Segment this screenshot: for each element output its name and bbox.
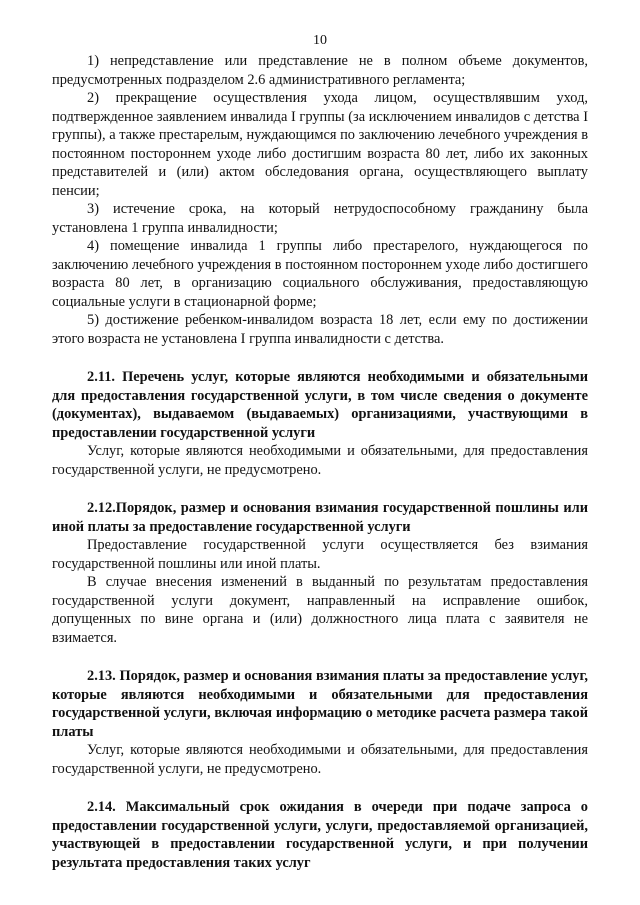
list-item: 1) непредставление или представление не в полном объеме документов, предусмотренных подразделом 2.6 административного регламента;: [52, 53, 588, 88]
section-heading-2-11: 2.11. Перечень услуг, которые являются необходимыми и обязательными для предоставления государственной услуги, в том числе сведения о документе (документах), выдаваемом (выдаваемых) организациями, участвующими в предоставлении государственной услуги: [52, 369, 588, 441]
section-paragraph: Предоставление государственной услуги осуществляется без взимания государственной пошлины или иной платы.: [52, 537, 588, 572]
section-paragraph: Услуг, которые являются необходимыми и обязательными, для предоставления государственной услуги, не предусмотрено.: [52, 443, 588, 478]
section-paragraph: В случае внесения изменений в выданный по результатам предоставления государственной услуги документ, направленный на исправление ошибок, допущенных по вине органа и (или) должностного лица плата с заявителя не взимается.: [52, 574, 588, 646]
section-heading-2-14: 2.14. Максимальный срок ожидания в очереди при подаче запроса о предоставлении государственной услуги, услуги, предоставляемой организацией, участвующей в предоставлении государственной услуги, и при получении результата предоставления таких услуг: [52, 799, 588, 871]
list-item: 5) достижение ребенком-инвалидом возраста 18 лет, если ему по достижении этого возраста не установлена I группа инвалидности с детства.: [52, 312, 588, 347]
document-body: [52, 52, 588, 872]
section-heading-2-12: 2.12.Порядок, размер и основания взимания государственной пошлины или иной платы за предоставление государственной услуги: [52, 500, 588, 535]
section-heading-2-13: 2.13. Порядок, размер и основания взимания платы за предоставление услуг, которые являются необходимыми и обязательными для предоставления государственной услуги, включая информацию о методике расчета размера такой платы: [52, 668, 588, 740]
list-item: 4) помещение инвалида 1 группы либо престарелого, нуждающегося по заключению лечебного учреждения в постоянном постороннем уходе либо достигшего возраста 80 лет, в организацию социального обслуживания, предоставляющую социальные услуги в стационарной форме;: [52, 238, 588, 310]
section-paragraph: Услуг, которые являются необходимыми и обязательными, для предоставления государственной услуги, не предусмотрено.: [52, 742, 588, 777]
list-item: 3) истечение срока, на который нетрудоспособному гражданину была установлена 1 группа инвалидности;: [52, 201, 588, 236]
list-item: 2) прекращение осуществления ухода лицом, осуществлявшим уход, подтвержденное заявлением инвалида I группы (за исключением инвалидов с детства I группы), а также престарелым, нуждающимся по заключению лечебного учреждения в постоянном постороннем уходе либо достигшим возраста 80 лет, либо их законных представителей и (или) актом обследования органа, осуществляющего выплату пенсии;: [52, 90, 588, 199]
page-number: 10: [313, 33, 327, 48]
